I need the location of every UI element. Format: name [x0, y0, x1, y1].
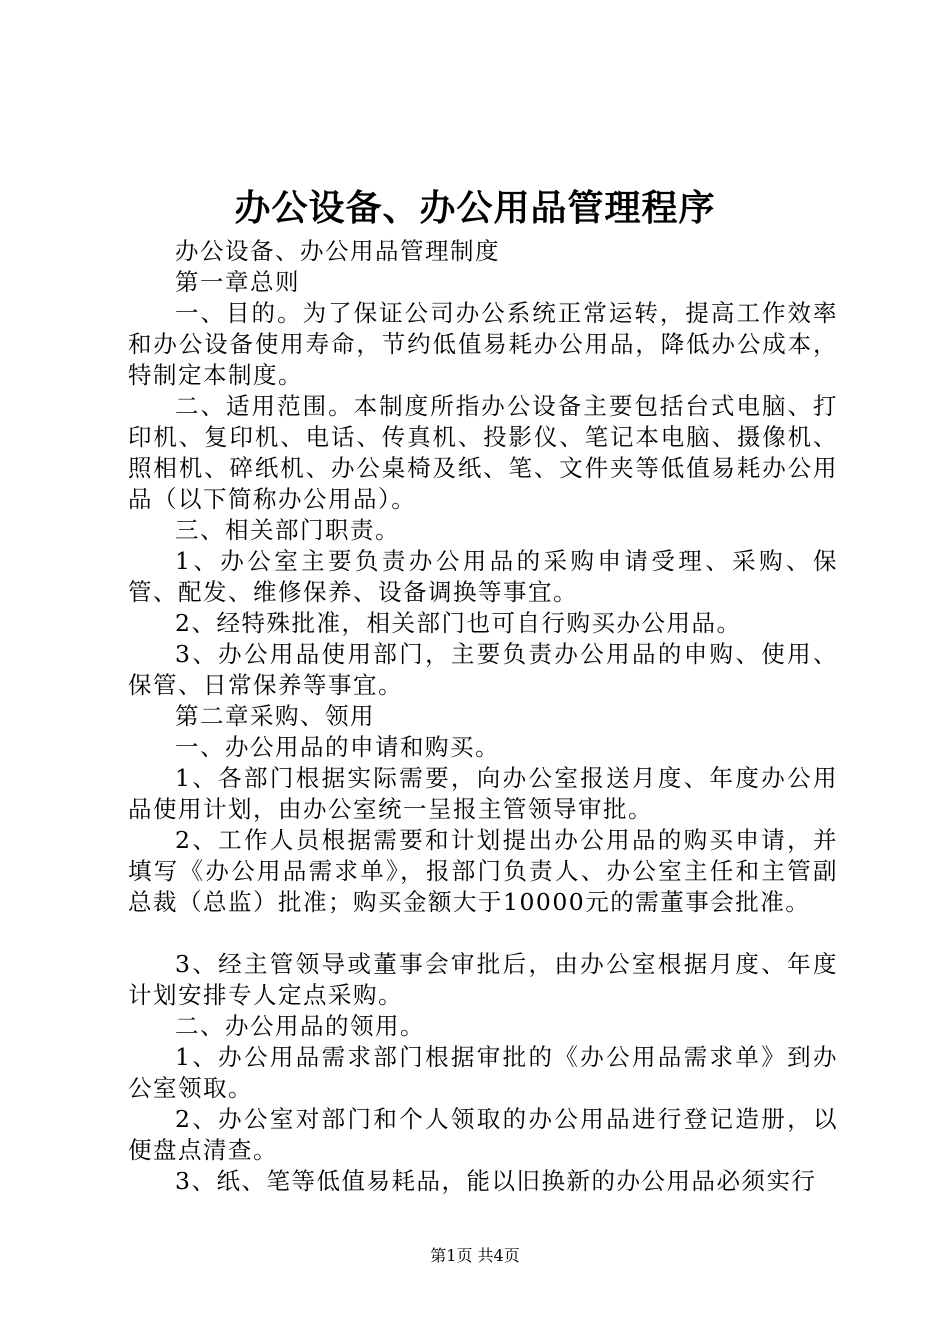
paragraph: 1、办公室主要负责办公用品的采购申请受理、采购、保管、配发、维修保养、设备调换等事宜。	[128, 547, 838, 606]
paragraph: 二、办公用品的领用。	[175, 1012, 425, 1040]
paragraph: 3、办公用品使用部门，主要负责办公用品的申购、使用、保管、日常保养等事宜。	[128, 640, 838, 699]
paragraph: 3、经主管领导或董事会审批后，由办公室根据月度、年度计划安排专人定点采购。	[128, 950, 838, 1009]
paragraph: 二、适用范围。本制度所指办公设备主要包括台式电脑、打印机、复印机、电话、传真机、投影仪、笔记本电脑、摄像机、照相机、碎纸机、办公桌椅及纸、笔、文件夹等低值易耗办公用品（以下简称办公用品）。	[128, 392, 838, 513]
chapter-heading: 第二章采购、领用	[175, 702, 375, 730]
page-number: 第1页 共4页	[430, 1246, 520, 1265]
paragraph: 三、相关部门职责。	[175, 516, 400, 544]
paragraph: 3、纸、笔等低值易耗品，能以旧换新的办公用品必须实行	[175, 1167, 817, 1195]
page-title: 办公设备、办公用品管理程序	[234, 187, 716, 229]
paragraph: 2、办公室对部门和个人领取的办公用品进行登记造册，以便盘点清查。	[128, 1105, 838, 1164]
paragraph: 办公设备、办公用品管理制度	[175, 237, 500, 265]
paragraph: 1、办公用品需求部门根据审批的《办公用品需求单》到办公室领取。	[128, 1043, 838, 1102]
paragraph: 一、目的。为了保证公司办公系统正常运转，提高工作效率和办公设备使用寿命，节约低值易耗办公用品，降低办公成本，特制定本制度。	[128, 299, 838, 389]
document-body	[128, 236, 838, 1197]
paragraph: 1、各部门根据实际需要，向办公室报送月度、年度办公用品使用计划，由办公室统一呈报主管领导审批。	[128, 764, 838, 823]
paragraph: 一、办公用品的申请和购买。	[175, 733, 500, 761]
chapter-heading: 第一章总则	[175, 268, 300, 296]
paragraph: 2、经特殊批准，相关部门也可自行购买办公用品。	[175, 609, 742, 637]
paragraph: 2、工作人员根据需要和计划提出办公用品的购买申请，并填写《办公用品需求单》，报部门负责人、办公室主任和主管副总裁（总监）批准；购买金额大于10000元的需董事会批准。	[128, 826, 838, 916]
